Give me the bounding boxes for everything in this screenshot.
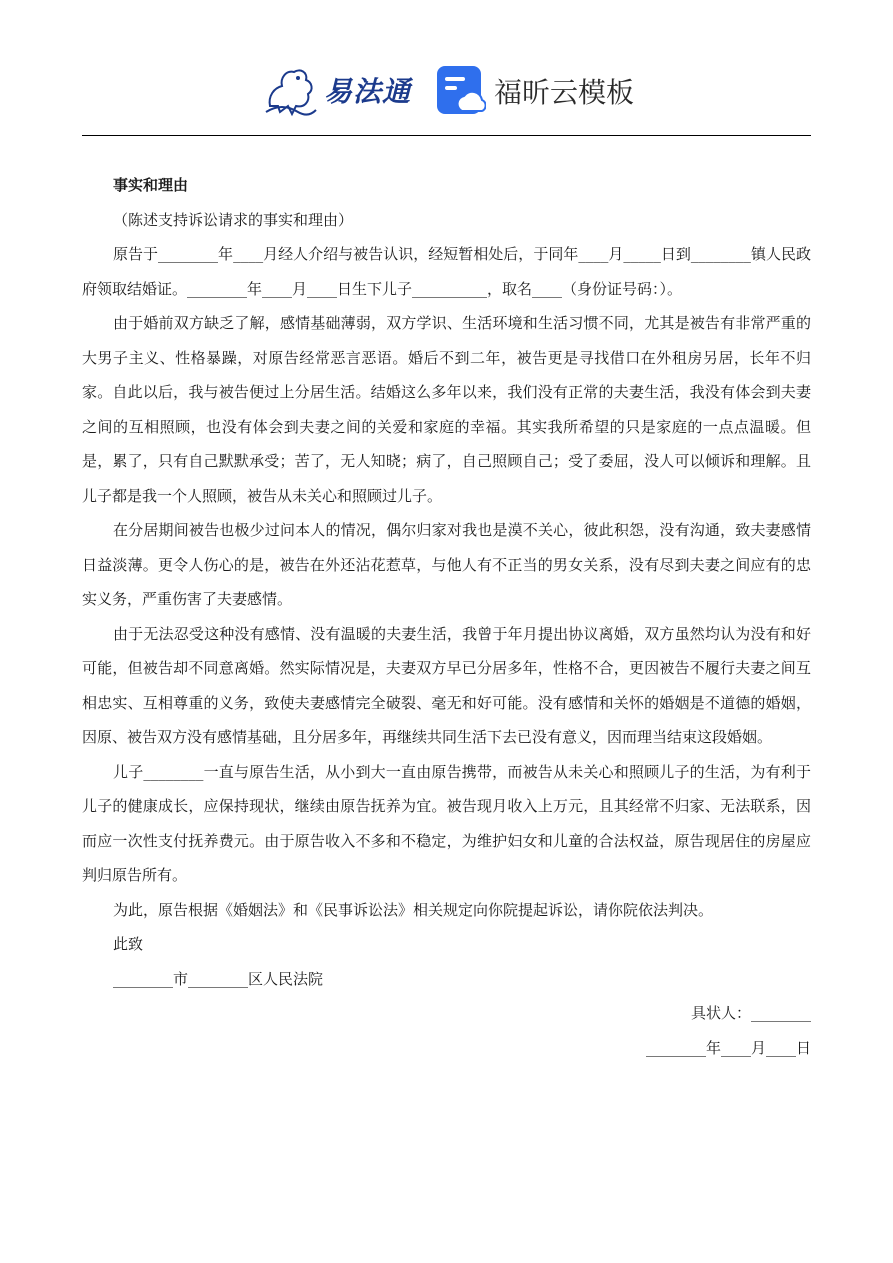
signer-line: 具状人：________ <box>690 1004 811 1022</box>
header-divider <box>82 135 811 136</box>
paragraph-separation: 在分居期间被告也极少过问本人的情况，偶尔归家对我也是漠不关心，彼此积怨，没有沟通，致夫妻感情日益淡薄。更令人伤心的是，被告在外还沾花惹草，与他人有不正当的男女关系，没有尽到夫妻之间应有的忠实义务，严重伤害了夫妻感情。 <box>82 521 811 608</box>
document-body <box>82 168 811 1065</box>
yifatong-logo-text: 易法通 <box>324 75 412 108</box>
cloud-document-icon <box>436 65 486 117</box>
section-heading: 事实和理由 <box>113 176 189 194</box>
fuxin-template-logo-text: 福昕云模板 <box>494 76 635 109</box>
paragraph-background: 由于婚前双方缺乏了解，感情基础薄弱，双方学识、生活环境和生活习惯不同，尤其是被告有非常严重的大男子主义、性格暴躁，对原告经常恶言恶语。婚后不到二年，被告更是寻找借口在外租房另居，长年不归家。自此以后，我与被告便过上分居生活。结婚这么多年以来，我们没有正常的夫妻生活，我没有体会到夫妻之间的互相照顾，也没有体会到夫妻之间的关爱和家庭的幸福。其实我所希望的只是家庭的一点点温暖。但是，累了，只有自己默默承受；苦了，无人知晓；病了，自己照顾自己；受了委屈，没人可以倾诉和理解。且儿子都是我一个人照顾，被告从未关心和照顾过儿子。 <box>82 314 811 505</box>
fuxin-template-logo <box>436 64 634 118</box>
court-name: ________市________区人民法院 <box>113 969 324 988</box>
salutation: 此致 <box>113 935 144 953</box>
paragraph-request: 为此，原告根据《婚姻法》和《民事诉讼法》相关规定向你院提起诉讼，请你院依法判决。 <box>113 900 714 919</box>
paragraph-custody: 儿子________一直与原告生活，从小到大一直由原告携带，而被告从未关心和照顾儿子的生活，为有利于儿子的健康成长，应保持现状，继续由原告抚养为宜。被告现月收入上万元，且其经常不归家、无法联系，因而应一次性支付抚养费元。由于原告收入不多和不稳定，为维护妇女和儿童的合法权益，原告现居住的房屋应判归原告所有。 <box>82 762 811 884</box>
paragraph-marriage: 原告于________年____月经人介绍与被告认识，经短暂相处后，于同年____月_____日到________镇人民政府领取结婚证。________年____月____日生下儿子__________，取名____（身份证号码：）。 <box>82 245 811 298</box>
paragraph-divorce-reason: 由于无法忍受这种没有感情、没有温暖的夫妻生活，我曾于年月提出协议离婚，双方虽然均认为没有和好可能，但被告却不同意离婚。然实际情况是，夫妻双方早已分居多年，性格不合，更因被告不履行夫妻之间互相忠实、互相尊重的义务，致使夫妻感情完全破裂、毫无和好可能。没有感情和关怀的婚姻是不道德的婚姻，因原、被告双方没有感情基础，且分居多年，再继续共同生活下去已没有意义，因而理当结束这段婚姻。 <box>82 624 811 746</box>
paragraph-instruction: （陈述支持诉讼请求的事实和理由） <box>113 210 354 229</box>
page-header <box>0 0 893 140</box>
qilin-icon <box>262 62 320 118</box>
date-line: ________年____月____日 <box>645 1038 811 1057</box>
yifatong-logo <box>262 62 412 118</box>
